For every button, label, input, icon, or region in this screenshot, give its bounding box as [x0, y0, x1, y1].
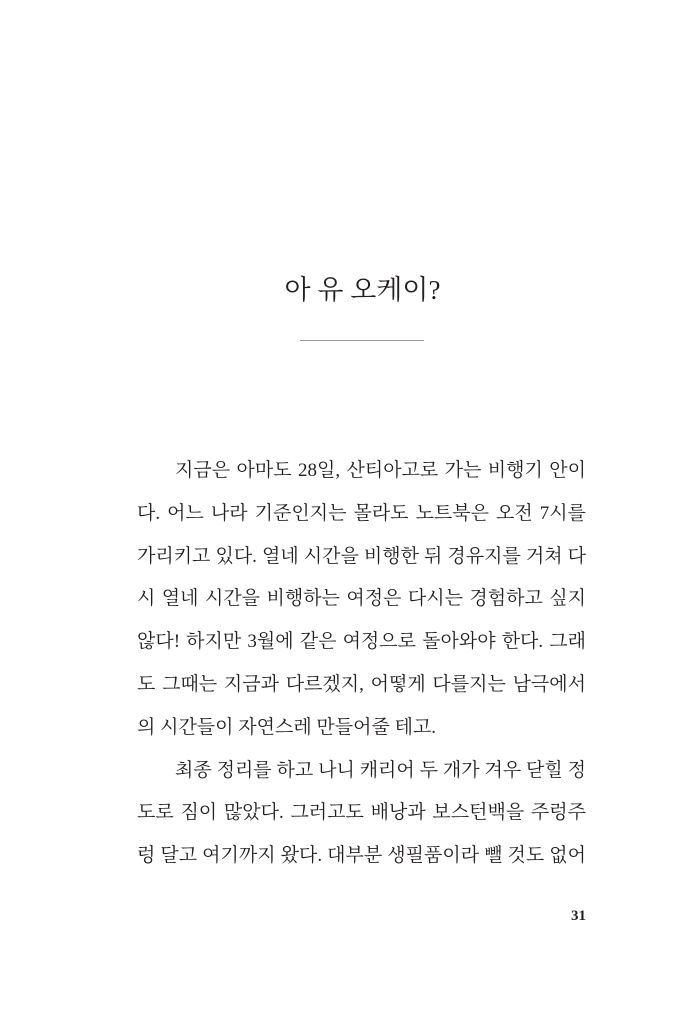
- chapter-title: 아 유 오케이?: [284, 275, 441, 305]
- text-line: 렁 달고 여기까지 왔다. 대부분 생필품이라 뺄 것도 없어: [137, 845, 586, 867]
- text-line: 최종 정리를 하고 나니 캐리어 두 개가 겨우 닫힐 정: [175, 759, 586, 781]
- text-line: 지금은 아마도 28일, 산티아고로 가는 비행기 안이: [175, 460, 586, 481]
- body-text: [137, 452, 586, 880]
- title-divider: [300, 340, 424, 341]
- page-number: 31: [571, 908, 586, 924]
- text-line: 의 시간들이 자연스레 만들어줄 테고.: [137, 716, 437, 738]
- text-line: 시 열네 시간을 비행하는 여정은 다시는 경험하고 싶지: [137, 588, 586, 610]
- text-line: 도로 짐이 많았다. 그러고도 배낭과 보스턴백을 주렁주: [137, 802, 586, 824]
- text-line: 다. 어느 나라 기준인지는 몰라도 노트북은 오전 7시를: [137, 502, 586, 524]
- text-line: 않다! 하지만 3월에 같은 여정으로 돌아와야 한다. 그래: [137, 631, 586, 653]
- text-line: 도 그때는 지금과 다르겠지, 어떻게 다를지는 남극에서: [137, 673, 586, 695]
- text-line: 가리키고 있다. 열네 시간을 비행한 뒤 경유지를 거쳐 다: [137, 545, 586, 567]
